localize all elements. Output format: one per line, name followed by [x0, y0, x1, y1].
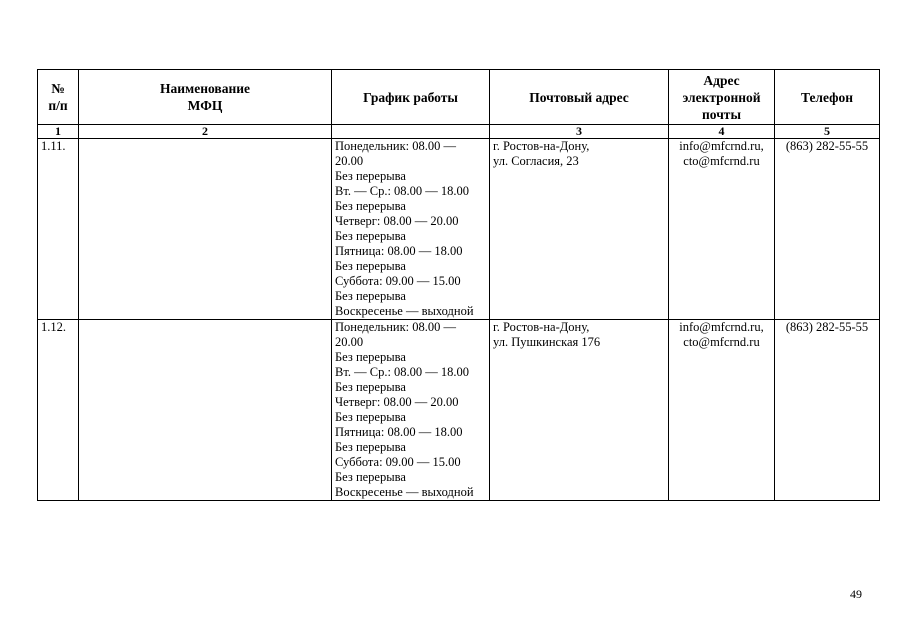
- schedule-line: Без перерыва: [335, 289, 406, 303]
- column-number: 3: [490, 125, 669, 139]
- email-address: [669, 139, 775, 320]
- postal-address: [490, 139, 669, 320]
- schedule-line: Без перерыва: [335, 440, 406, 454]
- column-number: 5: [775, 125, 880, 139]
- address-line: г. Ростов-на-Дону,: [493, 139, 590, 153]
- column-number: [332, 125, 490, 139]
- table-row: [38, 320, 880, 501]
- schedule-line: Понедельник: 08.00 —: [335, 139, 456, 153]
- header-cell-name: [79, 70, 332, 125]
- column-number: 2: [79, 125, 332, 139]
- table-row: [38, 139, 880, 320]
- schedule-line: Воскресенье — выходной: [335, 485, 474, 499]
- schedule-line: Без перерыва: [335, 470, 406, 484]
- address-line: ул. Согласия, 23: [493, 154, 579, 168]
- mfc-table: [37, 69, 880, 501]
- schedule-cell: [332, 139, 490, 320]
- email-line: info@mfcrnd.ru,: [679, 139, 764, 153]
- header-text: электронной: [682, 89, 761, 105]
- header-cell-schedule: [332, 70, 490, 125]
- schedule-line: Вт. — Ср.: 08.00 — 18.00: [335, 365, 470, 379]
- header-cell-address: [490, 70, 669, 125]
- header-cell-phone: [775, 70, 880, 125]
- schedule-line: Без перерыва: [335, 169, 406, 183]
- schedule-line: Суббота: 09.00 — 15.00: [335, 274, 461, 288]
- schedule-line: Воскресенье — выходной: [335, 304, 474, 318]
- schedule-line: Четверг: 08.00 — 20.00: [335, 395, 459, 409]
- schedule-line: Без перерыва: [335, 199, 406, 213]
- phone-number: (863) 282-55-55: [775, 139, 880, 320]
- schedule-line: Без перерыва: [335, 350, 406, 364]
- header-text: Почтовый адрес: [529, 89, 629, 105]
- postal-address: [490, 320, 669, 501]
- column-number: 1: [38, 125, 79, 139]
- header-cell-number: [38, 70, 79, 125]
- email-line: info@mfcrnd.ru,: [679, 320, 764, 334]
- schedule-line: Пятница: 08.00 — 18.00: [335, 244, 463, 258]
- header-text: График работы: [363, 89, 458, 105]
- schedule-line: Пятница: 08.00 — 18.00: [335, 425, 463, 439]
- header-text: почты: [702, 106, 741, 122]
- header-row: [38, 70, 880, 125]
- schedule-line: Без перерыва: [335, 380, 406, 394]
- address-line: г. Ростов-на-Дону,: [493, 320, 590, 334]
- mfc-name: [79, 320, 332, 501]
- email-line: cto@mfcrnd.ru: [683, 335, 760, 349]
- row-number: 1.12.: [38, 320, 79, 501]
- page-number: 49: [850, 587, 862, 601]
- schedule-line: 20.00: [335, 335, 364, 349]
- schedule-line: Суббота: 09.00 — 15.00: [335, 455, 461, 469]
- phone-number: (863) 282-55-55: [775, 320, 880, 501]
- header-text: Наименование: [160, 81, 250, 96]
- header-text: Адрес: [703, 72, 740, 88]
- header-text: №: [51, 81, 65, 96]
- header-cell-email: [669, 70, 775, 125]
- header-text: МФЦ: [187, 98, 223, 113]
- row-number: 1.11.: [38, 139, 79, 320]
- column-number-row: [38, 125, 880, 139]
- email-address: [669, 320, 775, 501]
- email-line: cto@mfcrnd.ru: [683, 154, 760, 168]
- schedule-line: Без перерыва: [335, 259, 406, 273]
- mfc-name: [79, 139, 332, 320]
- schedule-line: 20.00: [335, 154, 364, 168]
- schedule-line: Понедельник: 08.00 —: [335, 320, 456, 334]
- header-text: п/п: [48, 98, 68, 113]
- schedule-line: Четверг: 08.00 — 20.00: [335, 214, 459, 228]
- schedule-line: Без перерыва: [335, 229, 406, 243]
- header-text: Телефон: [800, 89, 854, 105]
- schedule-line: Вт. — Ср.: 08.00 — 18.00: [335, 184, 470, 198]
- column-number: 4: [669, 125, 775, 139]
- schedule-cell: [332, 320, 490, 501]
- schedule-line: Без перерыва: [335, 410, 406, 424]
- address-line: ул. Пушкинская 176: [493, 335, 601, 349]
